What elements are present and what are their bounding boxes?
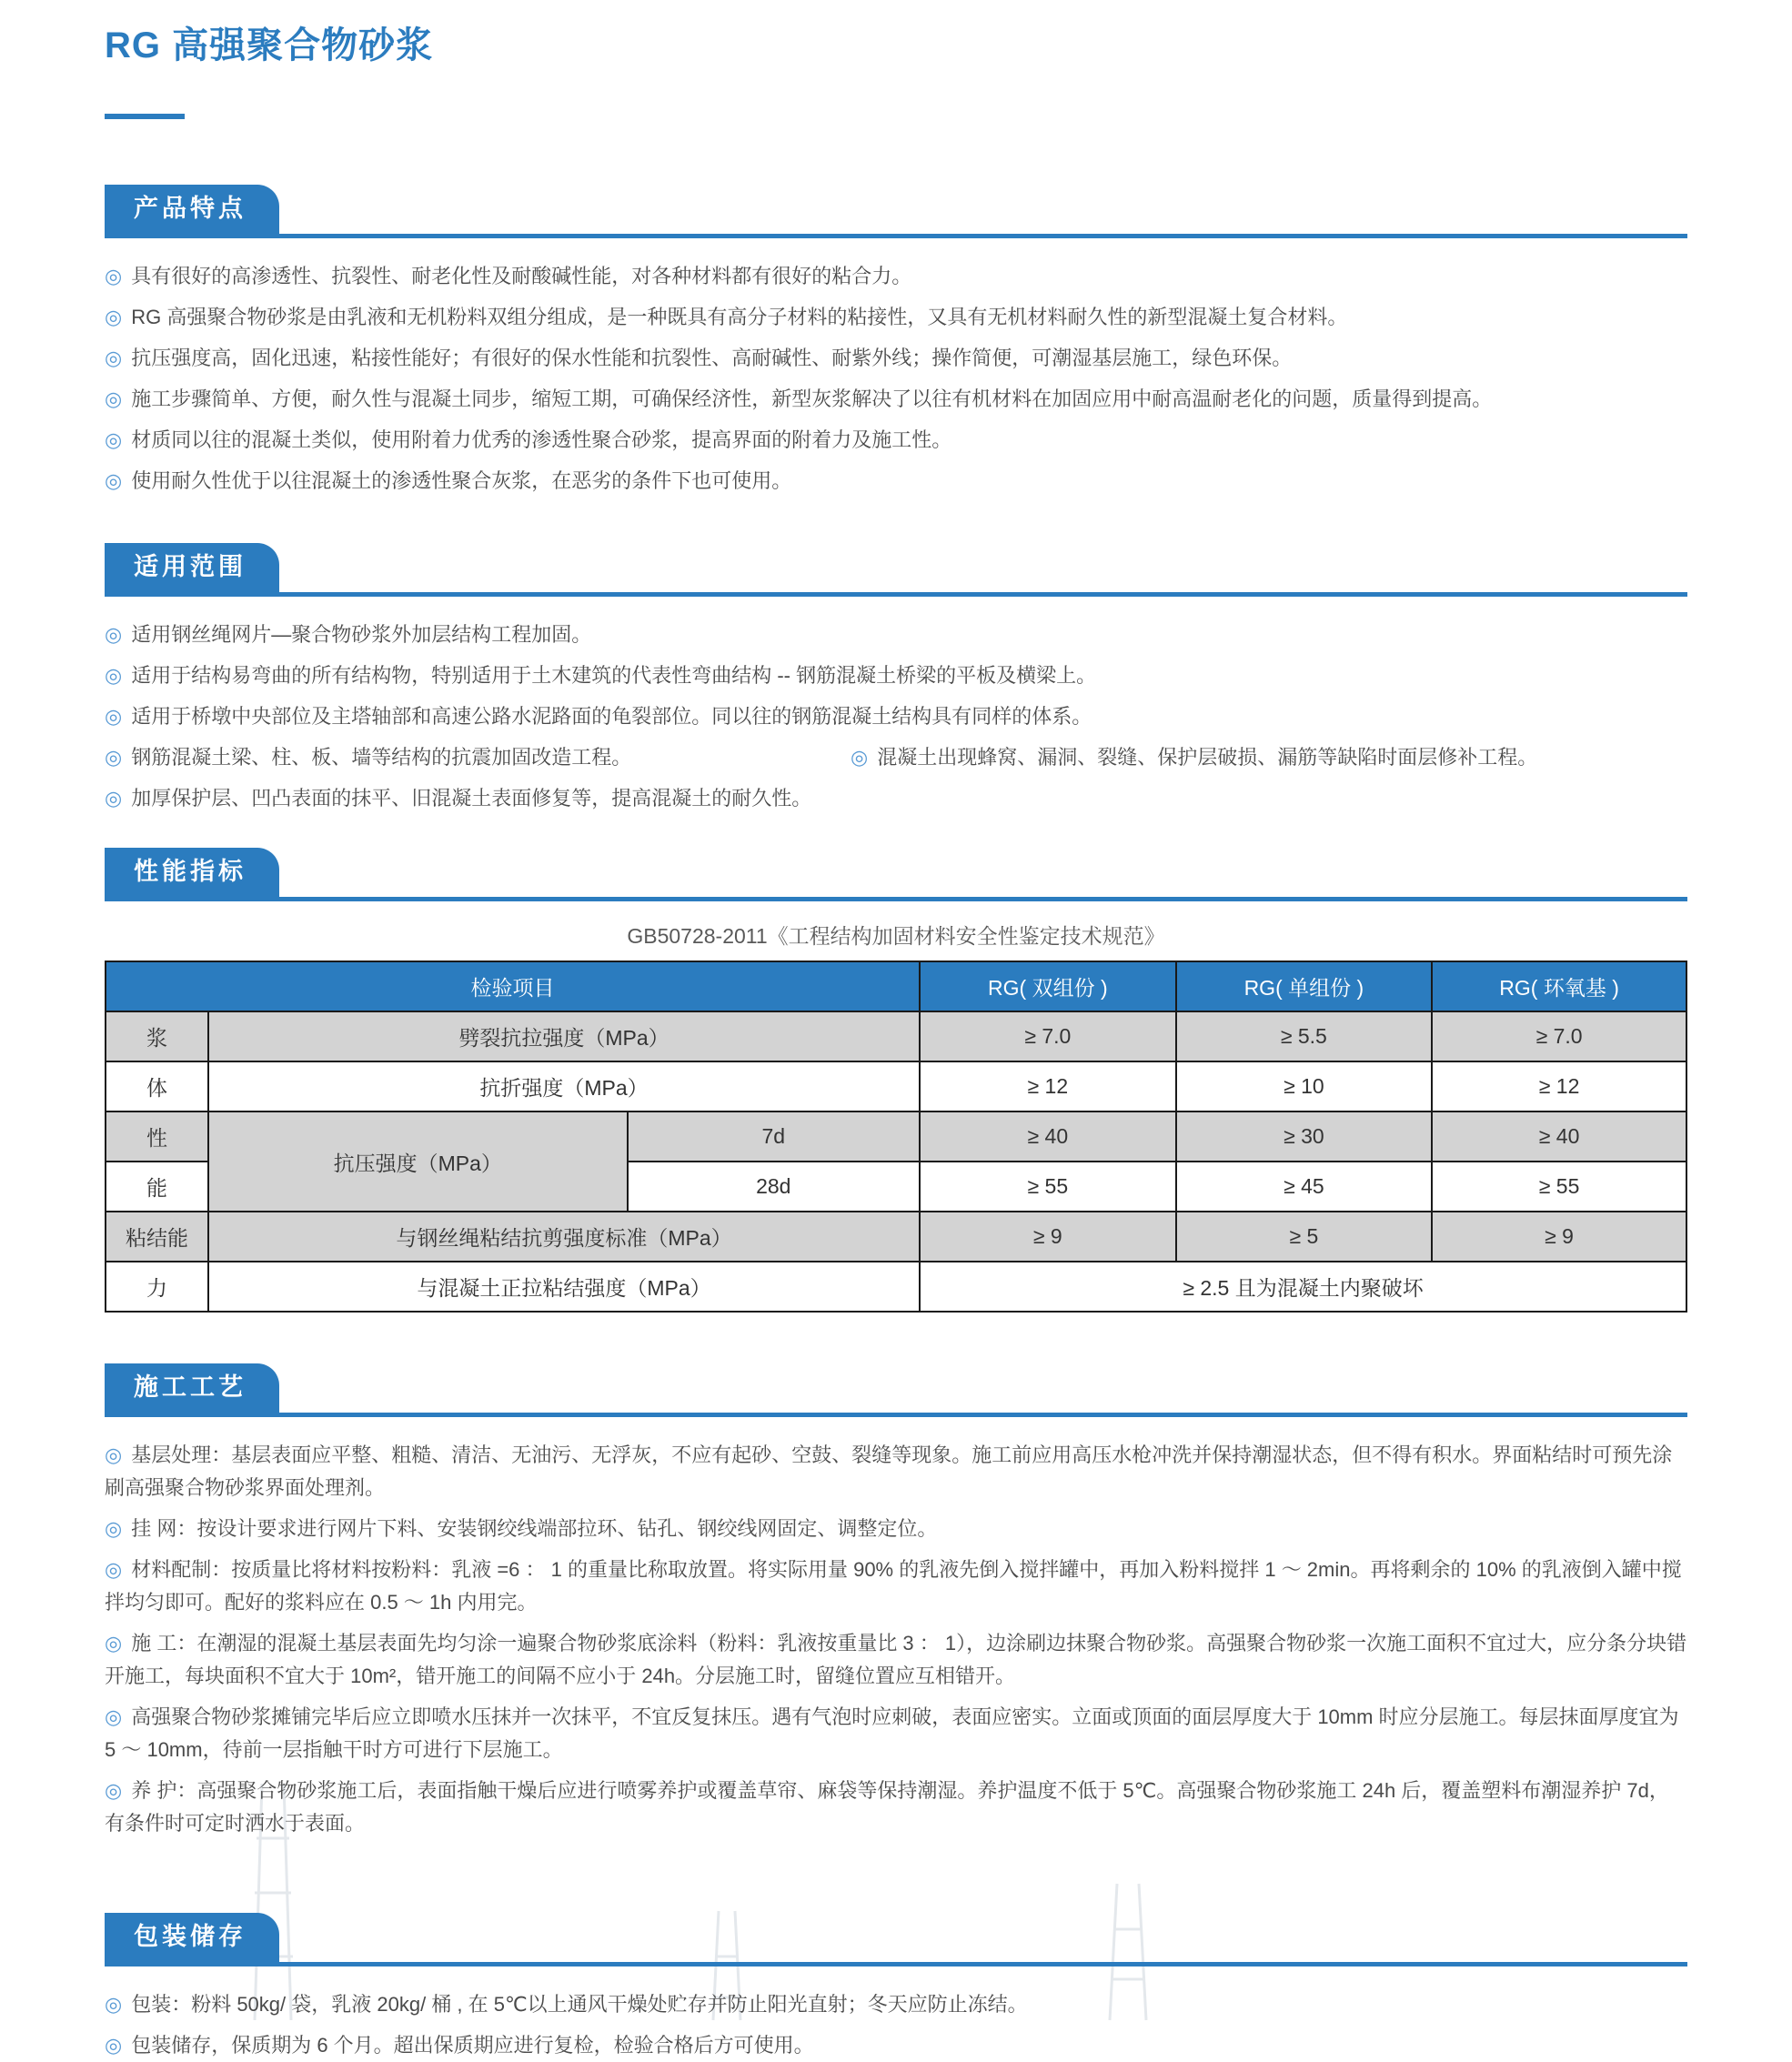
section-heading-packaging: 包装储存 bbox=[105, 1913, 279, 1962]
list-item-text: 使用耐久性优于以往混凝土的渗透性聚合灰浆，在恶劣的条件下也可使用。 bbox=[131, 469, 792, 492]
packaging-list bbox=[105, 1988, 1687, 2062]
page-content bbox=[105, 16, 1687, 2062]
section-heading-scope: 适用范围 bbox=[105, 543, 279, 592]
list-item bbox=[105, 424, 1687, 457]
sub-item-cell: 7d bbox=[628, 1111, 921, 1162]
pair-item bbox=[851, 746, 1537, 769]
value-cell: ≥ 40 bbox=[920, 1111, 1176, 1162]
list-item bbox=[105, 342, 1687, 375]
bullet-icon: ◎ bbox=[105, 469, 123, 492]
value-cell: ≥ 40 bbox=[1432, 1111, 1686, 1162]
table-header-row bbox=[106, 961, 1686, 1011]
list-item-text: 具有很好的高渗透性、抗裂性、耐老化性及耐酸碱性能，对各种材料都有很好的粘合力。 bbox=[131, 265, 912, 287]
list-item-pair bbox=[105, 741, 1687, 774]
list-item-text: 包装：粉料 50kg/ 袋，乳液 20kg/ 桶 , 在 5℃以上通风干燥处贮存并防止阳光直射；冬天应防止冻结。 bbox=[131, 1993, 1028, 2016]
bullet-icon: ◎ bbox=[105, 1517, 123, 1540]
list-item bbox=[105, 260, 1687, 293]
list-item bbox=[105, 301, 1687, 334]
list-item-text: 挂 网：按设计要求进行网片下料、安装钢绞线端部拉环、钻孔、钢绞线网固定、调整定位。 bbox=[131, 1517, 938, 1540]
section-process bbox=[105, 1363, 1687, 1840]
list-item-text: 基层处理：基层表面应平整、粗糙、清洁、无油污、无浮灰，不应有起砂、空鼓、裂缝等现象。施工前应用高压水枪冲洗并保持潮湿状态，但不得有积水。界面粘结时可预先涂刷高强聚合物砂浆界面处理剂。 bbox=[105, 1443, 1673, 1499]
pair-item bbox=[105, 741, 851, 774]
test-item-cell: 劈裂抗拉强度（MPa） bbox=[208, 1011, 920, 1061]
table-header-cell: RG( 双组份 ) bbox=[920, 961, 1176, 1011]
merged-value-cell: ≥ 2.5 且为混凝土内聚破坏 bbox=[920, 1262, 1686, 1312]
bullet-icon: ◎ bbox=[105, 1558, 123, 1581]
list-item bbox=[105, 2029, 1687, 2062]
bullet-icon: ◎ bbox=[105, 623, 123, 646]
value-cell: ≥ 7.0 bbox=[920, 1011, 1176, 1061]
row-group-label: 体 bbox=[106, 1061, 208, 1111]
section-packaging bbox=[105, 1913, 1687, 2062]
bullet-icon: ◎ bbox=[105, 1705, 123, 1728]
bullet-icon: ◎ bbox=[105, 306, 123, 328]
list-item bbox=[105, 1701, 1687, 1766]
bullet-icon: ◎ bbox=[105, 1993, 123, 2016]
sub-item-cell: 28d bbox=[628, 1162, 921, 1212]
list-item-text: 钢筋混凝土梁、柱、板、墙等结构的抗震加固改造工程。 bbox=[131, 746, 632, 769]
section-heading-process: 施工工艺 bbox=[105, 1363, 279, 1413]
list-item-text: 混凝土出现蜂窝、漏洞、裂缝、保护层破损、漏筋等缺陷时面层修补工程。 bbox=[877, 746, 1538, 769]
title-underline bbox=[105, 114, 185, 119]
bullet-icon: ◎ bbox=[105, 387, 123, 410]
value-cell: ≥ 12 bbox=[920, 1061, 1176, 1111]
section-features bbox=[105, 185, 1687, 498]
value-cell: ≥ 30 bbox=[1176, 1111, 1433, 1162]
section-header-bar bbox=[105, 1913, 1687, 1966]
section-heading-performance: 性能指标 bbox=[105, 848, 279, 897]
test-item-cell: 抗压强度（MPa） bbox=[208, 1111, 628, 1212]
section-heading-features: 产品特点 bbox=[105, 185, 279, 234]
features-list bbox=[105, 260, 1687, 498]
list-item-text: 适用钢丝绳网片—聚合物砂浆外加层结构工程加固。 bbox=[131, 623, 592, 646]
list-item bbox=[105, 782, 1687, 815]
list-item bbox=[105, 1554, 1687, 1619]
value-cell: ≥ 45 bbox=[1176, 1162, 1433, 1212]
list-item-text: RG 高强聚合物砂浆是由乳液和无机粉料双组分组成，是一种既具有高分子材料的粘接性，又具有无机材料耐久性的新型混凝土复合材料。 bbox=[131, 306, 1348, 328]
list-item bbox=[105, 1439, 1687, 1504]
table-row bbox=[106, 1011, 1686, 1061]
table-row bbox=[106, 1061, 1686, 1111]
list-item-text: 加厚保护层、凹凸表面的抹平、旧混凝土表面修复等，提高混凝土的耐久性。 bbox=[131, 787, 812, 810]
page-title: RG 高强聚合物砂浆 bbox=[105, 25, 434, 65]
list-item-text: 材质同以往的混凝土类似，使用附着力优秀的渗透性聚合砂浆，提高界面的附着力及施工性。 bbox=[131, 428, 952, 451]
list-item-text: 施工步骤简单、方便，耐久性与混凝土同步，缩短工期，可确保经济性，新型灰浆解决了以往有机材料在加固应用中耐高温耐老化的问题，质量得到提高。 bbox=[131, 387, 1493, 410]
section-scope bbox=[105, 543, 1687, 815]
section-header-bar bbox=[105, 543, 1687, 597]
table-header-cell: RG( 环氧基 ) bbox=[1432, 961, 1686, 1011]
process-list bbox=[105, 1439, 1687, 1840]
row-group-label: 粘结能 bbox=[106, 1212, 208, 1262]
list-item bbox=[105, 383, 1687, 416]
list-item-text: 养 护：高强聚合物砂浆施工后，表面指触干燥后应进行喷雾养护或覆盖草帘、麻袋等保持潮湿。养护温度不低于 5℃。高强聚合物砂浆施工 24h 后，覆盖塑料布潮湿养护 7d，有条件时可定时洒水于表面。 bbox=[105, 1779, 1669, 1835]
list-item bbox=[105, 1988, 1687, 2021]
value-cell: ≥ 12 bbox=[1432, 1061, 1686, 1111]
performance-table bbox=[105, 961, 1687, 1313]
row-group-label: 浆 bbox=[106, 1011, 208, 1061]
value-cell: ≥ 7.0 bbox=[1432, 1011, 1686, 1061]
test-item-cell: 与混凝土正拉粘结强度（MPa） bbox=[208, 1262, 920, 1312]
section-header-bar bbox=[105, 185, 1687, 238]
row-group-label: 性 bbox=[106, 1111, 208, 1162]
table-caption: GB50728-2011《工程结构加固材料安全性鉴定技术规范》 bbox=[627, 924, 1165, 948]
row-group-label: 力 bbox=[106, 1262, 208, 1312]
test-item-cell: 与钢丝绳粘结抗剪强度标准（MPa） bbox=[208, 1212, 920, 1262]
list-item bbox=[105, 700, 1687, 733]
value-cell: ≥ 10 bbox=[1176, 1061, 1433, 1111]
bullet-icon: ◎ bbox=[105, 1632, 123, 1655]
bullet-icon: ◎ bbox=[851, 746, 869, 769]
list-item-text: 适用于结构易弯曲的所有结构物，特别适用于土木建筑的代表性弯曲结构 -- 钢筋混凝土桥梁的平板及横梁上。 bbox=[131, 664, 1097, 687]
scope-list bbox=[105, 619, 1687, 815]
list-item-text: 抗压强度高，固化迅速，粘接性能好；有很好的保水性能和抗裂性、高耐碱性、耐紫外线；操作简便，可潮湿基层施工，绿色环保。 bbox=[131, 347, 1293, 369]
bullet-icon: ◎ bbox=[105, 428, 123, 451]
table-row bbox=[106, 1111, 1686, 1162]
list-item bbox=[105, 465, 1687, 498]
section-header-bar bbox=[105, 848, 1687, 901]
list-item-text: 施 工：在潮湿的混凝土基层表面先均匀涂一遍聚合物砂浆底涂料（粉料：乳液按重量比 3 ： 1），边涂刷边抹聚合物砂浆。高强聚合物砂浆一次施工面积不宜过大，应分条分块错开施工，每块面积不宜大于 10m²，错开施工的间隔不应小于 24h。分层施工时，留缝位置应互相错开。 bbox=[105, 1632, 1687, 1687]
section-header-bar bbox=[105, 1363, 1687, 1417]
bullet-icon: ◎ bbox=[105, 347, 123, 369]
list-item bbox=[105, 619, 1687, 651]
bullet-icon: ◎ bbox=[105, 787, 123, 810]
value-cell: ≥ 9 bbox=[920, 1212, 1176, 1262]
table-header-cell: RG( 单组份 ) bbox=[1176, 961, 1433, 1011]
table-row bbox=[106, 1262, 1686, 1312]
list-item-text: 包装储存，保质期为 6 个月。超出保质期应进行复检，检验合格后方可使用。 bbox=[131, 2034, 814, 2057]
bullet-icon: ◎ bbox=[105, 705, 123, 728]
bullet-icon: ◎ bbox=[105, 265, 123, 287]
section-performance bbox=[105, 848, 1687, 1313]
value-cell: ≥ 5 bbox=[1176, 1212, 1433, 1262]
value-cell: ≥ 55 bbox=[920, 1162, 1176, 1212]
bullet-icon: ◎ bbox=[105, 2034, 123, 2057]
value-cell: ≥ 55 bbox=[1432, 1162, 1686, 1212]
list-item-text: 材料配制：按质量比将材料按粉料：乳液 =6 ： 1 的重量比称取放置。将实际用量 90% 的乳液先倒入搅拌罐中，再加入粉料搅拌 1 ～ 2min。再将剩余的 10% 的乳液倒入罐中搅拌均匀即可。配好的浆料应在 0.5 ～ 1h 内用完。 bbox=[105, 1558, 1682, 1614]
test-item-cell: 抗折强度（MPa） bbox=[208, 1061, 920, 1111]
row-group-label: 能 bbox=[106, 1162, 208, 1212]
table-header-cell: 检验项目 bbox=[106, 961, 920, 1011]
list-item bbox=[105, 1627, 1687, 1693]
list-item bbox=[105, 1775, 1687, 1840]
table-row bbox=[106, 1212, 1686, 1262]
value-cell: ≥ 5.5 bbox=[1176, 1011, 1433, 1061]
bullet-icon: ◎ bbox=[105, 1779, 123, 1802]
bullet-icon: ◎ bbox=[105, 664, 123, 687]
value-cell: ≥ 9 bbox=[1432, 1212, 1686, 1262]
bullet-icon: ◎ bbox=[105, 1443, 123, 1466]
bullet-icon: ◎ bbox=[105, 746, 123, 769]
list-item-text: 适用于桥墩中央部位及主塔轴部和高速公路水泥路面的龟裂部位。同以往的钢筋混凝土结构具有同样的体系。 bbox=[131, 705, 1092, 728]
list-item bbox=[105, 659, 1687, 692]
list-item bbox=[105, 1513, 1687, 1545]
list-item-text: 高强聚合物砂浆摊铺完毕后应立即喷水压抹并一次抹平，不宜反复抹压。遇有气泡时应刺破，表面应密实。立面或顶面的面层厚度大于 10mm 时应分层施工。每层抹面厚度宜为 5 ～ 10mm，待前一层指触干时方可进行下层施工。 bbox=[105, 1705, 1679, 1761]
